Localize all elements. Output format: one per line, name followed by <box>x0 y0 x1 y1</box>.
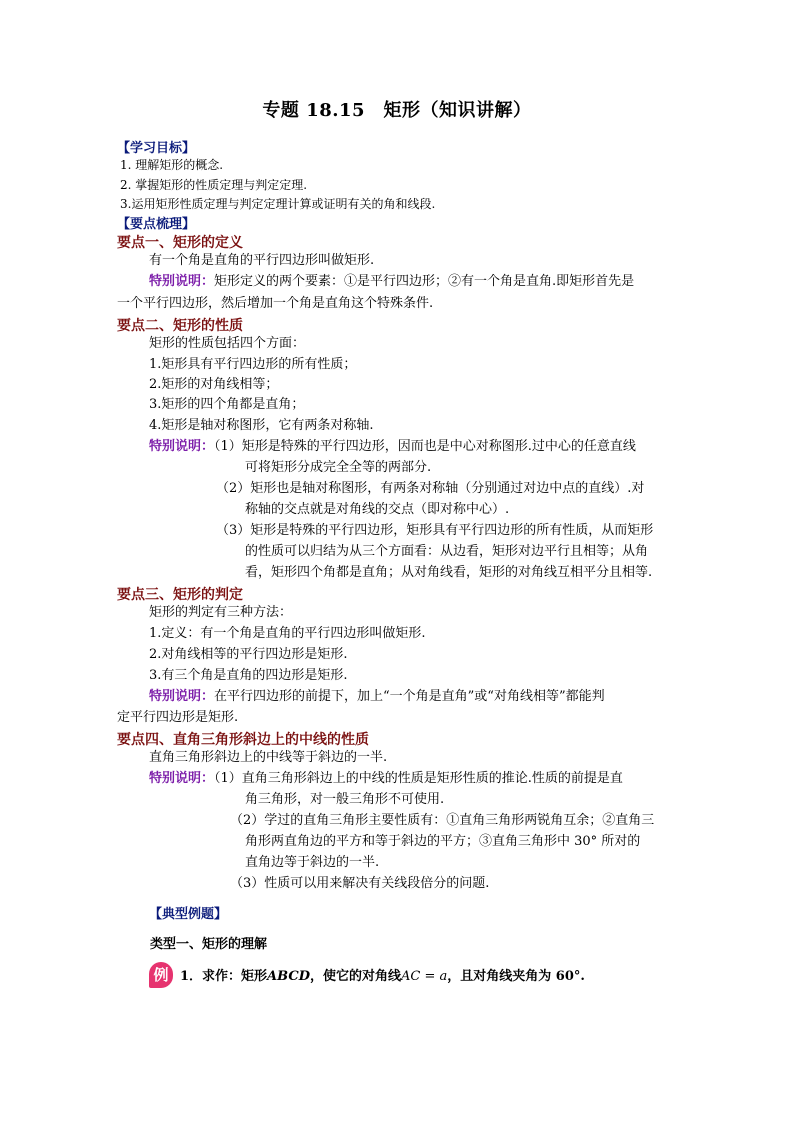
note-label: 特别说明： <box>149 771 215 786</box>
point2-note-3: （3）矩形是特殊的平行四边形，矩形具有平行四边形的所有性质，从而矩形 <box>216 523 654 538</box>
point3-item-3: 3.有三个角是直角的四边形是矩形. <box>149 668 348 683</box>
point4-note-1-cont: 角三角形，对一般三角形不可使用. <box>245 792 445 807</box>
section-points-header: 【要点梳理】 <box>117 217 196 232</box>
point3-note-cont: 定平行四边形是矩形. <box>117 710 239 725</box>
point2-item-3: 3.矩形的四个角都是直角； <box>149 397 305 412</box>
note-text: 矩形定义的两个要素：①是平行四边形；②有一个角是直角.即矩形首先是 <box>214 274 635 289</box>
note-text: 在平行四边形的前提下，加上“一个角是直角”或“对角线相等”都能判 <box>214 689 605 704</box>
point3-intro: 矩形的判定有三种方法： <box>149 605 293 620</box>
example-eq: = <box>420 969 440 984</box>
example-1-text <box>180 969 585 985</box>
note-label: 特别说明： <box>149 439 215 454</box>
goal-item-2: 2. 掌握矩形的性质定理与判定定理. <box>120 178 308 192</box>
point4-note-3: （3）性质可以用来解决有关线段倍分的问题. <box>230 876 490 891</box>
point2-note-3-cont2: 看，矩形四个角都是直角；从对角线看，矩形的对角线互相平分且相等. <box>245 565 653 580</box>
point2-item-4: 4.矩形是轴对称图形，它有两条对称轴. <box>149 418 374 433</box>
example-text-c: ，且对角线夹角为 60°. <box>447 969 585 984</box>
example-var-a: a <box>439 969 448 984</box>
note-label: 特别说明： <box>149 689 215 704</box>
goal-item-1: 1. 理解矩形的概念. <box>120 158 224 172</box>
page-title: 专题 18.15 矩形（知识讲解） <box>262 100 532 121</box>
example-badge-icon: 例 <box>149 962 173 988</box>
example-text-a: 1．求作：矩形 <box>180 969 268 984</box>
example-text-b: ，使它的对角线 <box>309 969 401 984</box>
goal-item-3: 3.运用矩形性质定理与判定定理计算或证明有关的角和线段. <box>120 197 436 211</box>
point4-text: 直角三角形斜边上的中线等于斜边的一半. <box>149 750 388 765</box>
point2-note-2: （2）矩形也是轴对称图形，有两条对称轴（分别通过对边中点的直线）.对 <box>216 481 645 496</box>
section-examples-header: 【典型例题】 <box>149 907 228 922</box>
point4-note-2-cont1: 角形两直角边的平方和等于斜边的平方；③直角三角形中 30° 所对的 <box>245 834 641 849</box>
point2-note-1 <box>149 439 636 455</box>
point3-item-2: 2.对角线相等的平行四边形是矩形. <box>149 647 348 662</box>
point2-item-1: 1.矩形具有平行四边形的所有性质； <box>149 357 357 372</box>
point3-item-1: 1.定义：有一个角是直角的平行四边形叫做矩形. <box>149 626 426 641</box>
point3-heading: 要点三、矩形的判定 <box>117 587 243 603</box>
point2-note-3-cont1: 的性质可以归结为从三个方面看：从边看，矩形对边平行且相等；从角 <box>245 544 649 559</box>
point1-text: 有一个角是直角的平行四边形叫做矩形. <box>149 253 375 268</box>
point4-note-1 <box>149 771 623 787</box>
point4-heading: 要点四、直角三角形斜边上的中线的性质 <box>117 732 369 748</box>
point2-heading: 要点二、矩形的性质 <box>117 318 243 334</box>
point3-note <box>149 689 605 705</box>
type1-heading: 类型一、矩形的理解 <box>150 937 268 952</box>
example-var-abcd: ABCD <box>267 969 310 984</box>
note-label: 特别说明： <box>149 274 215 289</box>
point2-note-1-cont: 可将矩形分成完全全等的两部分. <box>245 460 432 475</box>
note-text: （1）矩形是特殊的平行四边形，因而也是中心对称图形.过中心的任意直线 <box>214 439 636 454</box>
point4-note-2-cont2: 直角边等于斜边的一半. <box>245 855 380 870</box>
point1-note <box>149 274 634 290</box>
point2-intro: 矩形的性质包括四个方面： <box>149 336 306 351</box>
point2-item-2: 2.矩形的对角线相等； <box>149 377 279 392</box>
note-text: （1）直角三角形斜边上的中线的性质是矩形性质的推论.性质的前提是直 <box>214 771 623 786</box>
section-goals-header: 【学习目标】 <box>117 141 196 156</box>
point1-note-cont: 一个平行四边形，然后增加一个角是直角这个特殊条件. <box>117 296 434 311</box>
point2-note-2-cont: 称轴的交点就是对角线的交点（即对称中心）. <box>245 502 510 517</box>
point1-heading: 要点一、矩形的定义 <box>117 235 243 251</box>
example-var-ac: AC <box>401 969 421 984</box>
point4-note-2: （2）学过的直角三角形主要性质有：①直角三角形两锐角互余；②直角三 <box>230 813 655 828</box>
